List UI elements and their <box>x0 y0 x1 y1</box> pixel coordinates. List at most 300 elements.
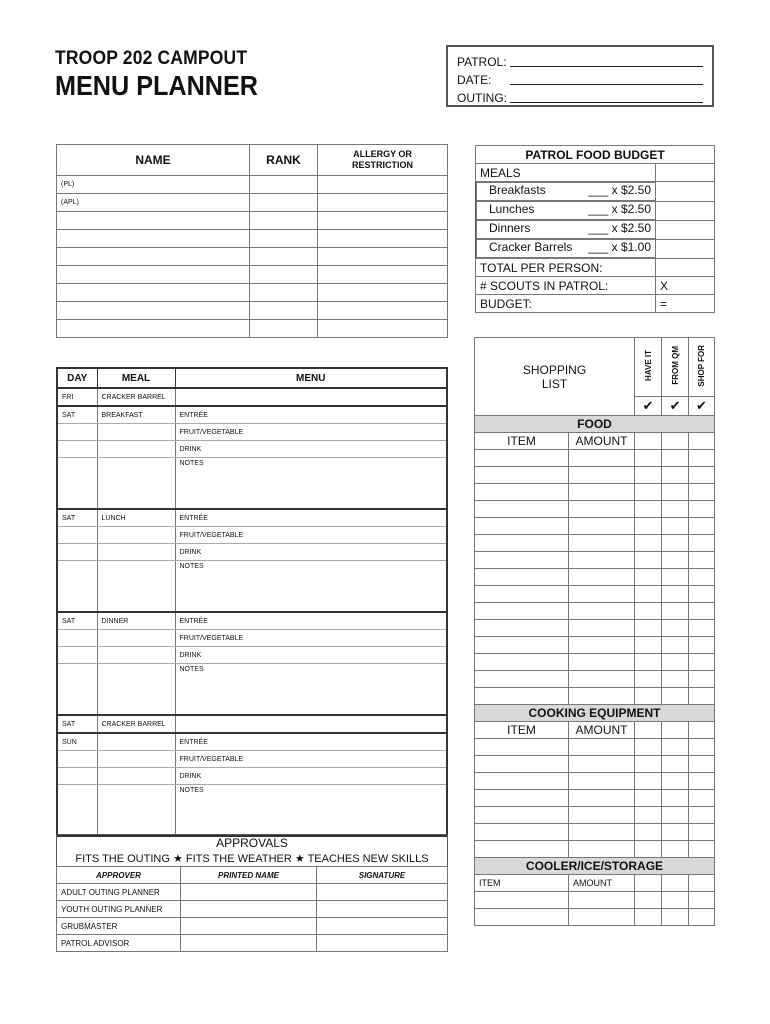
menu-row <box>57 424 447 441</box>
amount-header: AMOUNT <box>569 433 635 450</box>
check-cell[interactable] <box>635 790 662 807</box>
date-field[interactable] <box>510 71 703 85</box>
from-qm-check: ✔ <box>662 397 689 416</box>
menu-day-cell <box>57 527 97 544</box>
check-cell[interactable] <box>689 688 715 705</box>
approver-header: APPROVER <box>57 867 181 884</box>
item-cell[interactable] <box>475 501 569 518</box>
approval-row <box>57 901 448 918</box>
roster-row <box>57 212 448 230</box>
menu-field-notes[interactable]: NOTES <box>175 458 447 510</box>
amount-cell[interactable] <box>569 450 635 467</box>
item-cell[interactable] <box>475 841 569 858</box>
check-cell[interactable] <box>662 841 689 858</box>
menu-day-cell <box>57 785 97 837</box>
roster-rank-cell[interactable] <box>250 212 318 230</box>
amount-cell[interactable] <box>569 824 635 841</box>
menu-field-drink[interactable]: DRINK <box>175 768 447 785</box>
menu-field-notes[interactable]: NOTES <box>175 561 447 613</box>
menu-field-drink[interactable]: DRINK <box>175 544 447 561</box>
roster-name-cell[interactable] <box>57 230 250 248</box>
check-cell[interactable] <box>662 824 689 841</box>
shopping-row <box>475 484 715 501</box>
roster-allergy-cell[interactable] <box>318 230 448 248</box>
rank-header: RANK <box>250 145 318 176</box>
roster-name-cell[interactable] <box>57 284 250 302</box>
menu-meal-cell <box>97 561 175 613</box>
check-cell[interactable] <box>689 484 715 501</box>
check-cell[interactable] <box>689 807 715 824</box>
check-cell[interactable] <box>689 620 715 637</box>
roster-allergy-cell[interactable] <box>318 302 448 320</box>
approvals-table <box>56 834 448 952</box>
menu-meal-cell: DINNER <box>97 612 175 630</box>
item-cell[interactable] <box>475 586 569 603</box>
roster-row <box>57 248 448 266</box>
check-cell[interactable] <box>689 603 715 620</box>
amount-cell[interactable] <box>569 909 635 926</box>
amount-cell[interactable] <box>569 501 635 518</box>
signature-cell[interactable] <box>317 918 448 935</box>
page-title: MENU PLANNER <box>55 70 259 101</box>
check-cell[interactable] <box>635 569 662 586</box>
item-cell[interactable] <box>475 773 569 790</box>
check-cell[interactable] <box>635 722 662 739</box>
scouts-op[interactable]: X <box>656 277 715 295</box>
roster-allergy-cell[interactable] <box>318 266 448 284</box>
menu-field-notes[interactable]: NOTES <box>175 664 447 716</box>
approver-role: GRUBMASTER <box>57 918 181 935</box>
roster-allergy-cell[interactable] <box>318 212 448 230</box>
item-cell[interactable] <box>475 790 569 807</box>
roster-row <box>57 266 448 284</box>
roster-name-cell[interactable] <box>57 320 250 338</box>
roster-rank-cell[interactable] <box>250 302 318 320</box>
amount-cell[interactable] <box>569 807 635 824</box>
budget-meal-total[interactable] <box>656 239 715 259</box>
menu-field-fruit-vegetable[interactable]: FRUIT/VEGETABLE <box>175 751 447 768</box>
amount-cell[interactable] <box>569 688 635 705</box>
roster-rank-cell[interactable] <box>250 284 318 302</box>
shopping-row <box>475 841 715 858</box>
check-cell[interactable] <box>635 518 662 535</box>
menu-row <box>57 664 447 716</box>
check-cell[interactable] <box>689 654 715 671</box>
menu-row <box>57 561 447 613</box>
check-cell[interactable] <box>689 450 715 467</box>
approvals-criteria: FITS THE OUTING ★ FITS THE WEATHER ★ TEACHES NEW SKILLS <box>57 851 448 867</box>
menu-field-drink[interactable]: DRINK <box>175 441 447 458</box>
budget-meal-cell <box>476 201 655 220</box>
check-cell[interactable] <box>635 688 662 705</box>
check-cell[interactable] <box>689 773 715 790</box>
item-cell[interactable] <box>475 807 569 824</box>
check-cell[interactable] <box>635 586 662 603</box>
budget-meal-total[interactable] <box>656 201 715 220</box>
roster-name-cell[interactable] <box>57 212 250 230</box>
check-cell[interactable] <box>635 875 662 892</box>
patrol-info-box <box>446 45 714 107</box>
check-cell[interactable] <box>635 773 662 790</box>
roster-allergy-cell[interactable] <box>318 284 448 302</box>
menu-field-entree[interactable]: ENTRÉE <box>175 612 447 630</box>
menu-row <box>57 544 447 561</box>
menu-row <box>57 647 447 664</box>
check-cell[interactable] <box>689 501 715 518</box>
check-cell[interactable] <box>662 756 689 773</box>
patrol-food-budget-table <box>475 145 715 313</box>
shopping-row <box>475 467 715 484</box>
printed-name-header: PRINTED NAME <box>181 867 317 884</box>
item-cell[interactable] <box>475 467 569 484</box>
check-cell[interactable] <box>689 790 715 807</box>
item-cell[interactable] <box>475 739 569 756</box>
amount-cell[interactable] <box>569 637 635 654</box>
item-cell[interactable] <box>475 450 569 467</box>
amount-cell[interactable] <box>569 484 635 501</box>
approver-role: YOUTH OUTING PLANNER <box>57 901 181 918</box>
check-cell[interactable] <box>635 739 662 756</box>
amount-cell[interactable] <box>569 773 635 790</box>
menu-item-cell[interactable] <box>175 715 447 733</box>
menu-day-cell: SAT <box>57 406 97 424</box>
from-qm-label: FROM QM <box>670 346 680 385</box>
roster-name-cell[interactable] <box>57 302 250 320</box>
shopping-row <box>475 790 715 807</box>
shopping-row <box>475 569 715 586</box>
check-cell[interactable] <box>662 773 689 790</box>
total-per-person-cell[interactable] <box>656 259 715 277</box>
amount-cell[interactable] <box>569 467 635 484</box>
menu-day-cell: SAT <box>57 612 97 630</box>
check-cell[interactable] <box>635 654 662 671</box>
budget-meal-cell <box>476 220 655 239</box>
check-cell[interactable] <box>635 467 662 484</box>
meals-cell[interactable] <box>656 164 715 182</box>
menu-day-cell <box>57 647 97 664</box>
budget-op[interactable]: = <box>656 295 715 313</box>
shopping-row <box>475 892 715 909</box>
check-cell[interactable] <box>662 807 689 824</box>
approver-role: PATROL ADVISOR <box>57 935 181 952</box>
menu-row <box>57 733 447 751</box>
menu-day-cell: FRI <box>57 388 97 406</box>
troop-title: TROOP 202 CAMPOUT <box>55 48 248 69</box>
approvals-title: APPROVALS <box>216 836 288 850</box>
amount-cell[interactable] <box>569 790 635 807</box>
check-cell[interactable] <box>689 909 715 926</box>
menu-day-cell <box>57 544 97 561</box>
menu-field-notes[interactable]: NOTES <box>175 785 447 837</box>
check-cell[interactable] <box>689 569 715 586</box>
roster-name-cell[interactable]: (PL) <box>57 176 250 194</box>
printed-name-cell[interactable] <box>181 935 317 952</box>
budget-meal-label: Dinners <box>489 221 531 235</box>
check-cell[interactable] <box>662 433 689 450</box>
item-cell[interactable] <box>475 892 569 909</box>
item-cell[interactable] <box>475 654 569 671</box>
check-cell[interactable] <box>662 790 689 807</box>
roster-name-cell[interactable]: (APL) <box>57 194 250 212</box>
check-cell[interactable] <box>689 433 715 450</box>
shopping-row <box>475 671 715 688</box>
check-cell[interactable] <box>689 841 715 858</box>
item-cell[interactable] <box>475 824 569 841</box>
check-cell[interactable] <box>689 739 715 756</box>
check-cell[interactable] <box>635 620 662 637</box>
amount-cell[interactable] <box>569 671 635 688</box>
roster-allergy-cell[interactable] <box>318 320 448 338</box>
amount-cell[interactable] <box>569 603 635 620</box>
signature-cell[interactable] <box>317 884 448 901</box>
shopping-title-line1: SHOPPING <box>522 362 587 377</box>
check-cell[interactable] <box>689 722 715 739</box>
total-per-person-label: TOTAL PER PERSON: <box>476 259 656 277</box>
menu-meal-cell <box>97 441 175 458</box>
have-it-label: HAVE IT <box>643 350 653 381</box>
check-cell[interactable] <box>635 450 662 467</box>
check-cell[interactable] <box>635 909 662 926</box>
roster-rank-cell[interactable] <box>250 248 318 266</box>
item-cell[interactable] <box>475 518 569 535</box>
menu-field-fruit-vegetable[interactable]: FRUIT/VEGETABLE <box>175 424 447 441</box>
shopping-row <box>475 620 715 637</box>
menu-day-cell <box>57 441 97 458</box>
check-cell[interactable] <box>635 807 662 824</box>
menu-field-fruit-vegetable[interactable]: FRUIT/VEGETABLE <box>175 630 447 647</box>
printed-name-cell[interactable] <box>181 884 317 901</box>
roster-rank-cell[interactable] <box>250 320 318 338</box>
budget-meal-total[interactable] <box>656 220 715 239</box>
amount-cell[interactable] <box>569 552 635 569</box>
menu-day-cell <box>57 424 97 441</box>
check-cell[interactable] <box>662 637 689 654</box>
menu-meal-cell <box>97 733 175 751</box>
check-cell[interactable] <box>662 552 689 569</box>
budget-meal-label: Lunches <box>489 202 535 216</box>
amount-header: AMOUNT <box>569 875 635 892</box>
menu-meal-cell: CRACKER BARREL <box>97 715 175 733</box>
check-cell[interactable] <box>662 671 689 688</box>
outing-field[interactable] <box>510 89 703 103</box>
budget-title: PATROL FOOD BUDGET <box>476 146 715 164</box>
shopping-section-row <box>475 858 715 875</box>
menu-meal-cell <box>97 458 175 510</box>
check-cell[interactable] <box>635 892 662 909</box>
shopping-row <box>475 688 715 705</box>
check-cell[interactable] <box>689 535 715 552</box>
roster-allergy-cell[interactable] <box>318 248 448 266</box>
amount-cell[interactable] <box>569 756 635 773</box>
menu-row <box>57 768 447 785</box>
check-cell[interactable] <box>635 535 662 552</box>
item-cell[interactable] <box>475 909 569 926</box>
check-cell[interactable] <box>689 824 715 841</box>
roster-name-cell[interactable] <box>57 266 250 284</box>
shopping-row <box>475 450 715 467</box>
item-header: ITEM <box>475 875 569 892</box>
check-cell[interactable] <box>662 603 689 620</box>
check-cell[interactable] <box>689 586 715 603</box>
roster-rank-cell[interactable] <box>250 266 318 284</box>
check-cell[interactable] <box>689 552 715 569</box>
scouts-in-patrol-label: # SCOUTS IN PATROL: <box>476 277 656 295</box>
menu-field-drink[interactable]: DRINK <box>175 647 447 664</box>
item-cell[interactable] <box>475 756 569 773</box>
menu-row <box>57 509 447 527</box>
check-cell[interactable] <box>689 892 715 909</box>
check-cell[interactable] <box>635 671 662 688</box>
shop-for-header <box>689 338 715 397</box>
check-cell[interactable] <box>689 875 715 892</box>
check-cell[interactable] <box>689 467 715 484</box>
check-cell[interactable] <box>662 535 689 552</box>
check-cell[interactable] <box>689 637 715 654</box>
day-header: DAY <box>57 368 97 388</box>
budget-meal-calc[interactable]: ___ x $2.50 <box>588 221 651 235</box>
printed-name-cell[interactable] <box>181 918 317 935</box>
printed-name-cell[interactable] <box>181 901 317 918</box>
menu-meal-cell <box>97 785 175 837</box>
menu-field-entree[interactable]: ENTRÉE <box>175 733 447 751</box>
roster-row <box>57 194 448 212</box>
patrol-field[interactable] <box>510 53 703 67</box>
check-cell[interactable] <box>635 637 662 654</box>
item-cell[interactable] <box>475 484 569 501</box>
check-cell[interactable] <box>662 467 689 484</box>
item-cell[interactable] <box>475 671 569 688</box>
check-cell[interactable] <box>662 450 689 467</box>
item-header: ITEM <box>475 722 569 739</box>
amount-cell[interactable] <box>569 841 635 858</box>
check-cell[interactable] <box>662 688 689 705</box>
check-cell[interactable] <box>662 909 689 926</box>
shopping-row <box>475 535 715 552</box>
amount-cell[interactable] <box>569 586 635 603</box>
check-cell[interactable] <box>662 518 689 535</box>
check-cell[interactable] <box>635 824 662 841</box>
item-cell[interactable] <box>475 637 569 654</box>
roster-allergy-cell[interactable] <box>318 176 448 194</box>
shopping-column-header-row <box>475 722 715 739</box>
budget-meal-calc[interactable]: ___ x $2.50 <box>588 183 651 197</box>
check-cell[interactable] <box>662 484 689 501</box>
check-cell[interactable] <box>635 484 662 501</box>
amount-header: AMOUNT <box>569 722 635 739</box>
budget-meal-calc[interactable]: ___ x $2.50 <box>588 202 651 216</box>
menu-field-entree[interactable]: ENTRÉE <box>175 509 447 527</box>
roster-table <box>56 144 448 338</box>
check-cell[interactable] <box>635 552 662 569</box>
menu-meal-cell <box>97 751 175 768</box>
check-cell[interactable] <box>635 841 662 858</box>
check-cell[interactable] <box>689 671 715 688</box>
menu-row <box>57 388 447 406</box>
shopping-row <box>475 518 715 535</box>
roster-name-cell[interactable] <box>57 248 250 266</box>
budget-meal-row <box>476 182 715 202</box>
budget-meal-row <box>476 201 715 220</box>
menu-day-cell <box>57 561 97 613</box>
amount-cell[interactable] <box>569 518 635 535</box>
menu-field-fruit-vegetable[interactable]: FRUIT/VEGETABLE <box>175 527 447 544</box>
check-cell[interactable] <box>662 722 689 739</box>
amount-cell[interactable] <box>569 654 635 671</box>
budget-meal-calc[interactable]: ___ x $1.00 <box>588 240 651 254</box>
amount-cell[interactable] <box>569 535 635 552</box>
roster-row <box>57 230 448 248</box>
amount-cell[interactable] <box>569 892 635 909</box>
menu-field-entree[interactable]: ENTRÉE <box>175 406 447 424</box>
item-cell[interactable] <box>475 620 569 637</box>
check-cell[interactable] <box>662 586 689 603</box>
check-cell[interactable] <box>635 756 662 773</box>
approval-row <box>57 918 448 935</box>
item-cell[interactable] <box>475 552 569 569</box>
menu-row <box>57 715 447 733</box>
menu-day-cell: SAT <box>57 715 97 733</box>
check-cell[interactable] <box>689 518 715 535</box>
menu-row <box>57 527 447 544</box>
check-cell[interactable] <box>662 739 689 756</box>
item-cell[interactable] <box>475 535 569 552</box>
roster-rank-cell[interactable] <box>250 176 318 194</box>
budget-meal-total[interactable] <box>656 182 715 202</box>
signature-cell[interactable] <box>317 901 448 918</box>
check-cell[interactable] <box>689 756 715 773</box>
item-cell[interactable] <box>475 603 569 620</box>
check-cell[interactable] <box>635 501 662 518</box>
menu-item-cell[interactable] <box>175 388 447 406</box>
have-it-check: ✔ <box>635 397 662 416</box>
roster-rank-cell[interactable] <box>250 194 318 212</box>
item-cell[interactable] <box>475 688 569 705</box>
menu-row <box>57 751 447 768</box>
amount-cell[interactable] <box>569 569 635 586</box>
meal-header: MEAL <box>97 368 175 388</box>
shopping-row <box>475 807 715 824</box>
menu-meal-cell <box>97 630 175 647</box>
check-cell[interactable] <box>635 603 662 620</box>
check-cell[interactable] <box>662 620 689 637</box>
shopping-row <box>475 909 715 926</box>
shopping-section-header: COOKING EQUIPMENT <box>475 705 715 722</box>
check-cell[interactable] <box>662 892 689 909</box>
menu-row <box>57 785 447 837</box>
roster-row <box>57 320 448 338</box>
shopping-column-header-row <box>475 433 715 450</box>
check-cell[interactable] <box>662 569 689 586</box>
patrol-label: PATROL: <box>457 55 507 69</box>
amount-cell[interactable] <box>569 739 635 756</box>
roster-rank-cell[interactable] <box>250 230 318 248</box>
amount-cell[interactable] <box>569 620 635 637</box>
shop-for-label: SHOP FOR <box>697 344 706 387</box>
budget-meal-cell <box>476 239 655 258</box>
item-cell[interactable] <box>475 569 569 586</box>
menu-day-cell <box>57 664 97 716</box>
check-cell[interactable] <box>662 654 689 671</box>
shopping-row <box>475 637 715 654</box>
budget-meal-cell <box>476 182 655 201</box>
check-cell[interactable] <box>635 433 662 450</box>
menu-day-cell <box>57 458 97 510</box>
check-cell[interactable] <box>662 875 689 892</box>
roster-allergy-cell[interactable] <box>318 194 448 212</box>
check-cell[interactable] <box>662 501 689 518</box>
signature-cell[interactable] <box>317 935 448 952</box>
shopping-row <box>475 824 715 841</box>
